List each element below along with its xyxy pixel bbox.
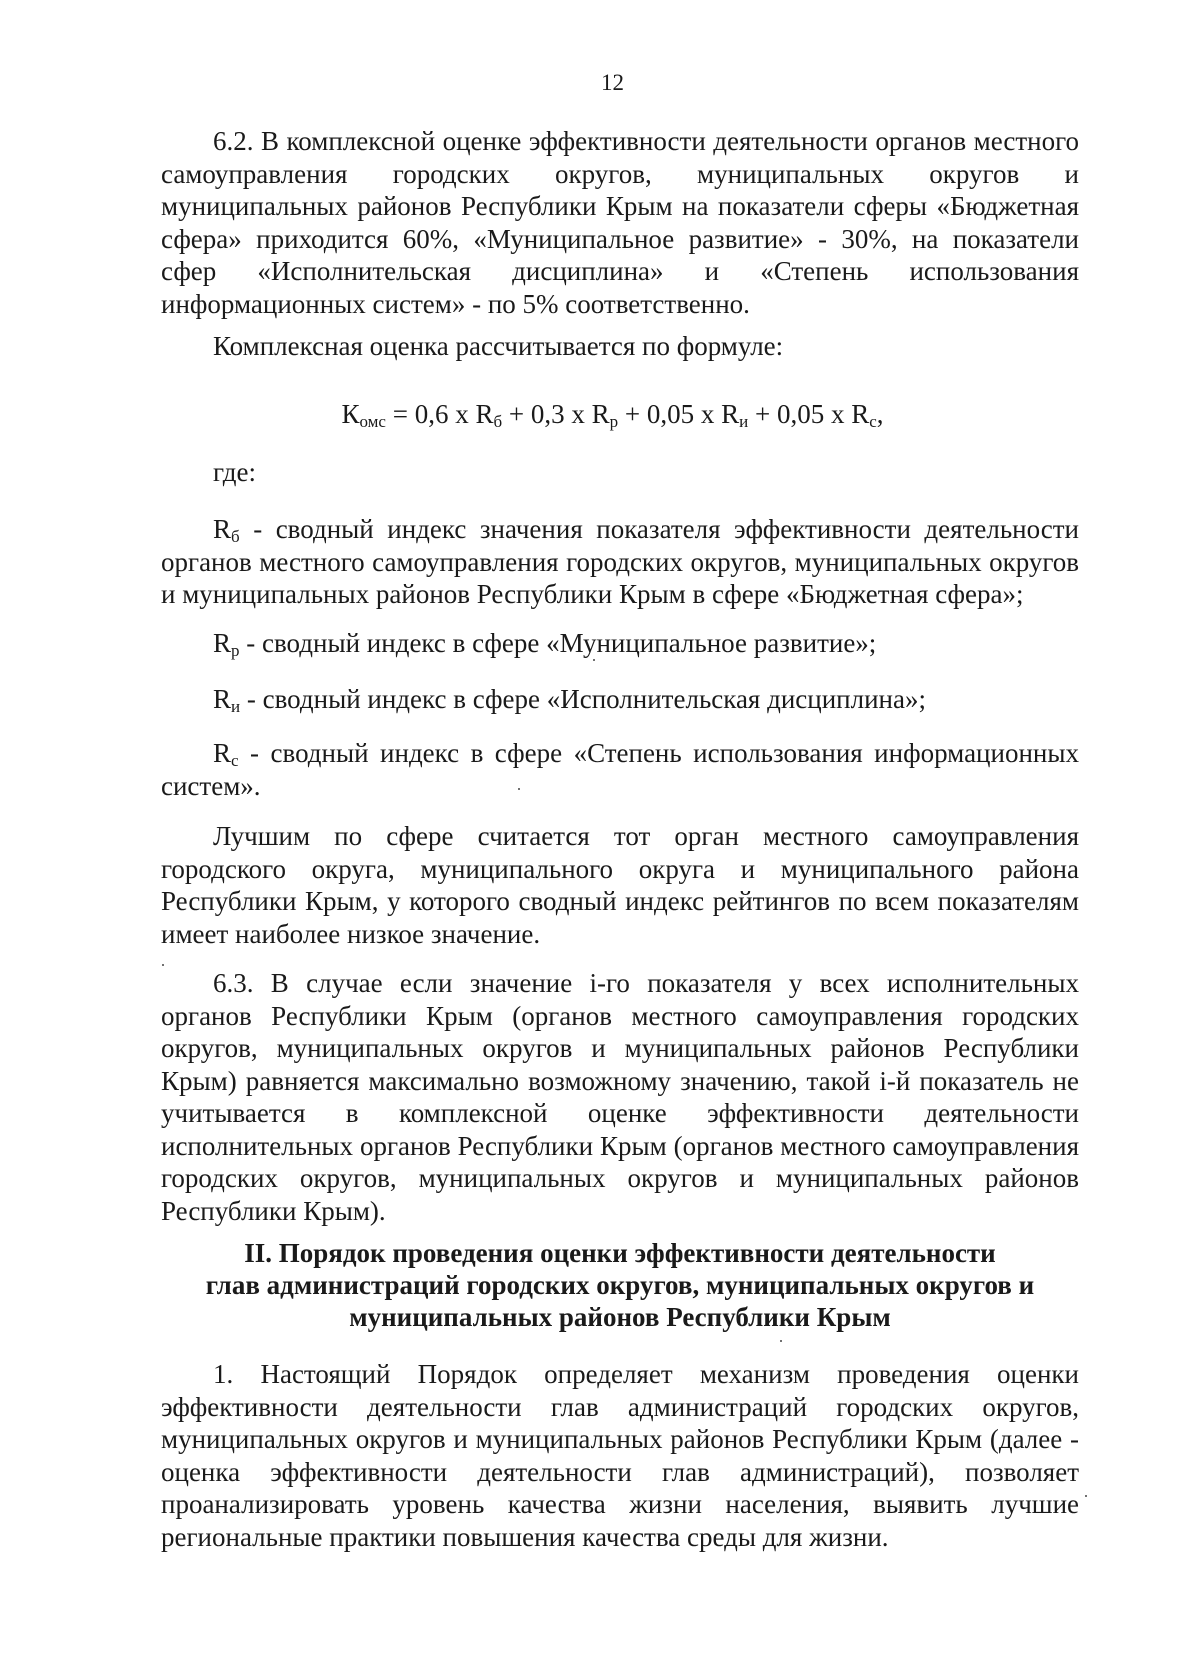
- paragraph-6-2: [161, 125, 1079, 320]
- scan-speck: [518, 788, 520, 790]
- definition-rc-text: - сводный индекс в сфере «Степень использования информационных систем».: [161, 738, 1079, 801]
- heading-line-3: муниципальных районов Республики Крым: [349, 1302, 891, 1332]
- paragraph-6-3: [161, 967, 1079, 1227]
- scan-speck: [593, 659, 595, 661]
- formula-sub-r: р: [609, 412, 619, 431]
- definition-ri-sub: и: [231, 697, 241, 716]
- definition-rc-sub: с: [231, 751, 239, 770]
- heading-line-1: II. Порядок проведения оценки эффективности деятельности: [244, 1238, 996, 1268]
- formula: [0, 398, 1200, 430]
- formula-sub-i: и: [739, 412, 749, 431]
- definition-rc-symbol: R: [213, 738, 232, 768]
- scan-speck: [1085, 1495, 1087, 1497]
- formula-intro-text: Комплексная оценка рассчитывается по формуле:: [213, 331, 784, 361]
- section-heading: [161, 1237, 1079, 1333]
- where-label: где:: [213, 457, 256, 487]
- paragraph-6-2-text: 6.2. В комплексной оценке эффективности деятельности органов местного самоуправления городских округов, муниципальных округов и муниципальных районов Республики Крым на показатели сферы «Бюджетная сфера» приходится 60%, «Муниципальное развитие» - 30%, на показатели сфер «Исполнительская дисциплина» и «Степень использования информационных систем» - по 5% соответственно.: [161, 126, 1079, 319]
- formula-intro: [161, 330, 1079, 363]
- page-number: 12: [601, 70, 624, 95]
- definition-rr: [161, 627, 1079, 660]
- definition-ri: [161, 683, 1079, 716]
- formula-part4: + 0,05 х R: [748, 399, 870, 429]
- definition-rb-sub: б: [231, 527, 240, 546]
- formula-k: К: [341, 399, 360, 429]
- scan-speck: [162, 964, 164, 966]
- heading-line-2: глав администраций городских округов, муниципальных округов и: [205, 1270, 1035, 1300]
- definition-rb-symbol: R: [213, 514, 232, 544]
- paragraph-6-3-text: 6.3. В случае если значение i-го показателя у всех исполнительных органов Республики Крым (органов местного самоуправления городских округов, муниципальных округов и муниципальных районов Республики Крым) равняется максимально возможному значению, такой i-й показатель не учитывается в комплексной оценке эффективности деятельности исполнительных органов Республики Крым (органов местного самоуправления городских округов, муниципальных округов и муниципальных районов Республики Крым).: [161, 968, 1079, 1226]
- formula-sub-c: с: [869, 412, 877, 431]
- definition-ri-text: - сводный индекс в сфере «Исполнительская дисциплина»;: [240, 684, 926, 714]
- scan-speck: [780, 1340, 782, 1342]
- definition-ri-symbol: R: [213, 684, 232, 714]
- formula-sub-b: б: [493, 412, 503, 431]
- item-1-text: 1. Настоящий Порядок определяет механизм проведения оценки эффективности деятельности глав администраций городских округов, муниципальных округов и муниципальных районов Республики Крым (далее - оценка эффективности деятельности глав администраций), позволяет проанализировать уровень качества жизни населения, выявить лучшие региональные практики повышения качества среды для жизни.: [161, 1359, 1079, 1552]
- definition-rr-sub: р: [231, 641, 240, 660]
- item-1: [161, 1358, 1079, 1553]
- definition-rr-symbol: R: [213, 628, 232, 658]
- formula-part3: + 0,05 х R: [618, 399, 740, 429]
- formula-k-sub: омс: [359, 412, 386, 431]
- definition-rc: [161, 737, 1079, 802]
- best-paragraph-text: Лучшим по сфере считается тот орган местного самоуправления городского округа, муниципального округа и муниципального района Республики Крым, у которого сводный индекс рейтингов по всем показателям имеет наиболее низкое значение.: [161, 821, 1079, 949]
- formula-part2: + 0,3 х R: [502, 399, 610, 429]
- formula-part1: = 0,6 х R: [385, 399, 494, 429]
- definition-rr-text: - сводный индекс в сфере «Муниципальное развитие»;: [239, 628, 877, 658]
- definition-rb-text: - сводный индекс значения показателя эффективности деятельности органов местного самоуправления городских округов, муниципальных округов и муниципальных районов Республики Крым в сфере «Бюджетная сфера»;: [161, 514, 1079, 609]
- definition-rb: [161, 513, 1079, 611]
- formula-tail: ,: [876, 399, 884, 429]
- best-paragraph: [161, 820, 1079, 950]
